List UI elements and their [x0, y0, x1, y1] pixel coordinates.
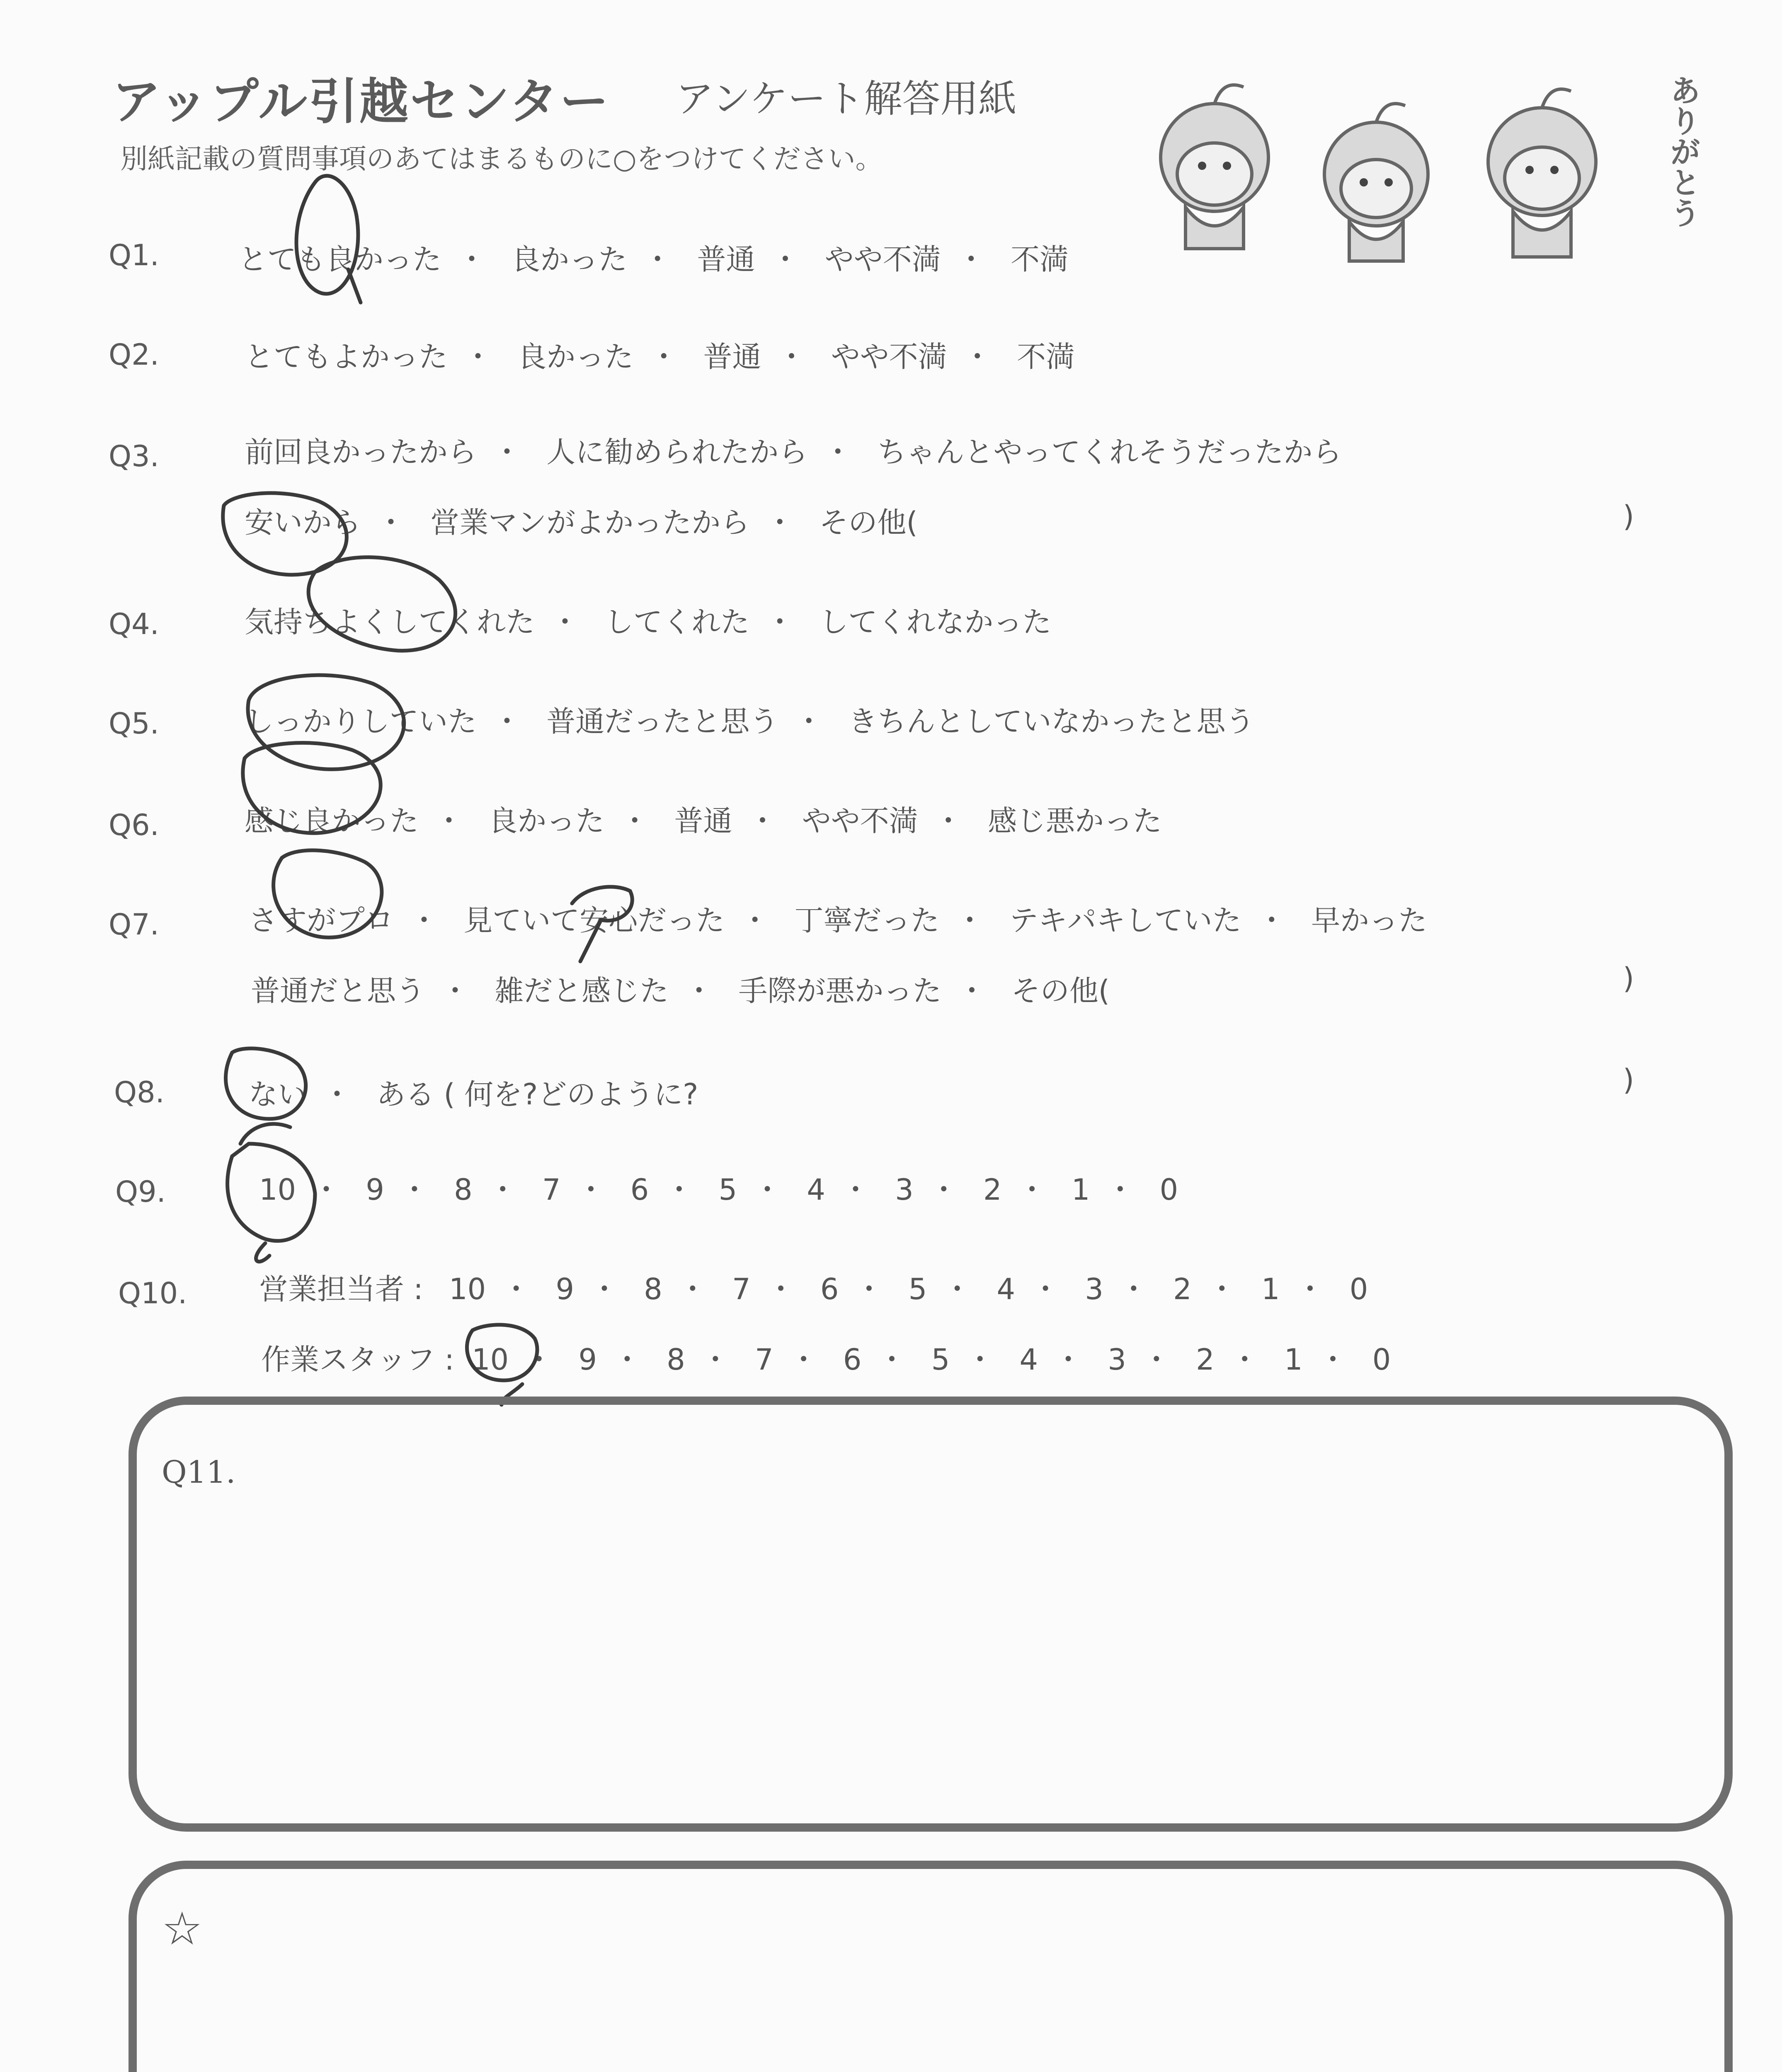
q10-sales-label: 営業担当者 :: [259, 1272, 423, 1306]
q3-option[interactable]: 営業マンがよかったから: [430, 506, 750, 540]
q1-option[interactable]: 不満: [1011, 242, 1069, 276]
q10-staff-score[interactable]: 1: [1284, 1343, 1303, 1377]
q3-options-row2: 安いから ・ 営業マンがよかったから ・ その他(: [245, 506, 918, 540]
q4-option[interactable]: してくれた: [604, 605, 750, 639]
q2-option[interactable]: 不満: [1017, 340, 1075, 374]
q5-option[interactable]: 普通だったと思う: [546, 704, 779, 738]
q1-circle-mark: [296, 176, 361, 303]
q9-score[interactable]: 7: [542, 1173, 561, 1207]
q9-score[interactable]: 5: [718, 1173, 737, 1207]
q1-option[interactable]: とても良かった: [238, 242, 441, 276]
q5-options: しっかりしていた ・ 普通だったと思う ・ きちんとしていなかったと思う: [245, 704, 1255, 738]
q3-close-paren: ): [1623, 499, 1634, 533]
q9-score[interactable]: 2: [983, 1173, 1002, 1207]
q6-number: Q6.: [109, 808, 159, 842]
q9-number: Q9.: [115, 1175, 166, 1209]
q8-number: Q8.: [114, 1075, 165, 1109]
q8-option[interactable]: ない: [249, 1077, 307, 1111]
q10-staff-row: 作業スタッフ : 10 ・ 9 ・ 8 ・ 7 ・ 6 ・ 5 ・ 4 ・ 3 ・ 2 ・ 1 ・ 0: [261, 1343, 1391, 1377]
q10-sales-score[interactable]: 1: [1261, 1272, 1280, 1306]
q10-sales-score[interactable]: 10: [449, 1272, 486, 1306]
q9-score[interactable]: 0: [1159, 1173, 1178, 1207]
q1-number: Q1.: [109, 238, 159, 272]
q6-circle-mark: [243, 743, 381, 833]
q10-staff-score[interactable]: 0: [1372, 1343, 1391, 1377]
q10-sales-score[interactable]: 5: [908, 1272, 927, 1306]
q11-label: Q11.: [162, 1455, 236, 1490]
q10-staff-score[interactable]: 7: [755, 1343, 773, 1377]
instruction-text: 別紙記載の質問事項のあてはまるものに○をつけてください。: [120, 143, 883, 175]
star-comment-box[interactable]: [128, 1861, 1733, 2072]
q10-staff-score[interactable]: 5: [931, 1343, 950, 1377]
q5-number: Q5.: [109, 707, 159, 741]
q2-options: とてもよかった ・ 良かった ・ 普通 ・ やや不満 ・ 不満: [245, 340, 1075, 374]
q4-option[interactable]: してくれなかった: [819, 605, 1052, 639]
q1-option[interactable]: 良かった: [511, 242, 628, 276]
q6-option[interactable]: 良かった: [488, 804, 605, 838]
q10-sales-score[interactable]: 3: [1085, 1272, 1103, 1306]
q1-option[interactable]: やや不満: [824, 242, 941, 276]
q9-circle-mark: [228, 1124, 315, 1261]
q10-sales-score[interactable]: 6: [820, 1272, 839, 1306]
q10-sales-score[interactable]: 9: [555, 1272, 574, 1306]
thanks-text: ありがとう: [1665, 75, 1701, 228]
q9-score[interactable]: 6: [630, 1173, 649, 1207]
q6-option[interactable]: 普通: [674, 804, 732, 838]
q3-option[interactable]: その他(: [819, 506, 918, 540]
q7-close-paren: ): [1623, 961, 1634, 995]
q10-staff-label: 作業スタッフ :: [261, 1343, 454, 1377]
q7-options: さすがプロ ・ 見ていて安心だった ・ 丁寧だった ・ テキパキしていた ・ 早かった: [249, 903, 1428, 937]
q10-circle-mark: [467, 1325, 538, 1405]
q9-score[interactable]: 3: [895, 1173, 914, 1207]
q10-sales-score[interactable]: 8: [644, 1272, 662, 1306]
q6-option[interactable]: 感じ悪かった: [988, 804, 1162, 838]
q8-close-paren: ): [1623, 1063, 1634, 1097]
q10-sales-row: 営業担当者 : 10 ・ 9 ・ 8 ・ 7 ・ 6 ・ 5 ・ 4 ・ 3 ・ 2 ・ 1 ・ 0: [259, 1272, 1368, 1306]
q7-option[interactable]: テキパキしていた: [1009, 903, 1241, 937]
q7-option[interactable]: 雑だと感じた: [495, 974, 669, 1008]
q6-option[interactable]: やや不満: [802, 804, 918, 838]
q4-number: Q4.: [109, 607, 159, 641]
q7-options-row2: 普通だと思う ・ 雑だと感じた ・ 手際が悪かった ・ その他(: [251, 974, 1110, 1008]
q2-option[interactable]: 普通: [703, 340, 761, 374]
q1-option[interactable]: 普通: [697, 242, 755, 276]
q10-sales-score[interactable]: 2: [1173, 1272, 1192, 1306]
q3-option[interactable]: 安いから: [245, 506, 361, 540]
q2-option[interactable]: やや不満: [831, 340, 947, 374]
q10-sales-score[interactable]: 4: [996, 1272, 1016, 1306]
q2-number: Q2.: [109, 338, 159, 372]
q10-staff-score[interactable]: 8: [667, 1343, 685, 1377]
q10-sales-score[interactable]: 7: [732, 1272, 751, 1306]
q7-option[interactable]: 早かった: [1311, 903, 1428, 937]
q5-circle-mark: [248, 675, 404, 769]
q7-option[interactable]: その他(: [1011, 974, 1110, 1008]
q10-sales-score[interactable]: 0: [1349, 1272, 1368, 1306]
q9-score[interactable]: 4: [807, 1173, 825, 1207]
q6-options: 感じ良かった ・ 良かった ・ 普通 ・ やや不満 ・ 感じ悪かった: [245, 804, 1162, 838]
q9-score[interactable]: 1: [1071, 1173, 1090, 1207]
q7-circle-mark: [274, 850, 382, 937]
q4-options: 気持ちよくしてくれた ・ してくれた ・ してくれなかった: [245, 605, 1052, 639]
q3-option[interactable]: 人に勧められたから: [546, 435, 808, 469]
q10-staff-score[interactable]: 9: [578, 1343, 597, 1377]
q7-option[interactable]: 普通だと思う: [251, 974, 425, 1008]
q2-option[interactable]: 良かった: [517, 340, 634, 374]
q4-option[interactable]: 気持ちよくしてくれた: [245, 605, 535, 639]
q9-score[interactable]: 8: [454, 1173, 473, 1207]
q10-staff-score[interactable]: 6: [843, 1343, 862, 1377]
q5-option[interactable]: きちんとしていなかったと思う: [848, 704, 1255, 738]
q7b-circle-mark: [572, 887, 632, 961]
q7-option[interactable]: 丁寧だった: [794, 903, 940, 937]
q5-option[interactable]: しっかりしていた: [245, 704, 477, 738]
q3-option[interactable]: 前回良かったから: [245, 435, 477, 469]
q11-comment-box[interactable]: [128, 1397, 1733, 1832]
q7-number: Q7.: [109, 908, 159, 942]
q2-option[interactable]: とてもよかった: [245, 340, 448, 374]
q8-circle-mark: [225, 1048, 305, 1119]
q10-number: Q10.: [118, 1276, 187, 1310]
q10-staff-score[interactable]: 2: [1196, 1343, 1215, 1377]
q3-number: Q3.: [109, 439, 159, 473]
q7-option[interactable]: 見ていて安心だった: [463, 903, 725, 937]
q10-staff-score[interactable]: 10: [472, 1343, 509, 1377]
q9-scale: 10 ・ 9 ・ 8 ・ 7 ・ 6 ・ 5 ・ 4 ・ 3 ・ 2 ・ 1 ・ 0: [259, 1173, 1178, 1207]
q3-options: 前回良かったから ・ 人に勧められたから ・ ちゃんとやってくれそうだったから: [245, 435, 1342, 469]
q3-option[interactable]: ちゃんとやってくれそうだったから: [877, 435, 1342, 469]
q7-option[interactable]: 手際が悪かった: [738, 974, 942, 1008]
form-title: アンケート解答用紙: [676, 77, 1017, 121]
q8-option[interactable]: ある ( 何を?どのように?: [376, 1077, 698, 1111]
q9-score[interactable]: 10: [259, 1173, 296, 1207]
brand-title: アップル引越センター: [112, 73, 611, 130]
q4-circle-mark: [308, 557, 455, 651]
star-label: ☆: [162, 1902, 203, 1955]
q9-score[interactable]: 9: [366, 1173, 384, 1207]
q10-staff-score[interactable]: 4: [1019, 1343, 1038, 1377]
q8-options: ない ・ ある ( 何を?どのように?: [249, 1077, 698, 1111]
q1-options: とても良かった ・ 良かった ・ 普通 ・ やや不満 ・ 不満: [238, 242, 1069, 276]
q10-staff-score[interactable]: 3: [1108, 1343, 1126, 1377]
q7-option[interactable]: さすがプロ: [249, 903, 394, 937]
q6-option[interactable]: 感じ良かった: [245, 804, 419, 838]
